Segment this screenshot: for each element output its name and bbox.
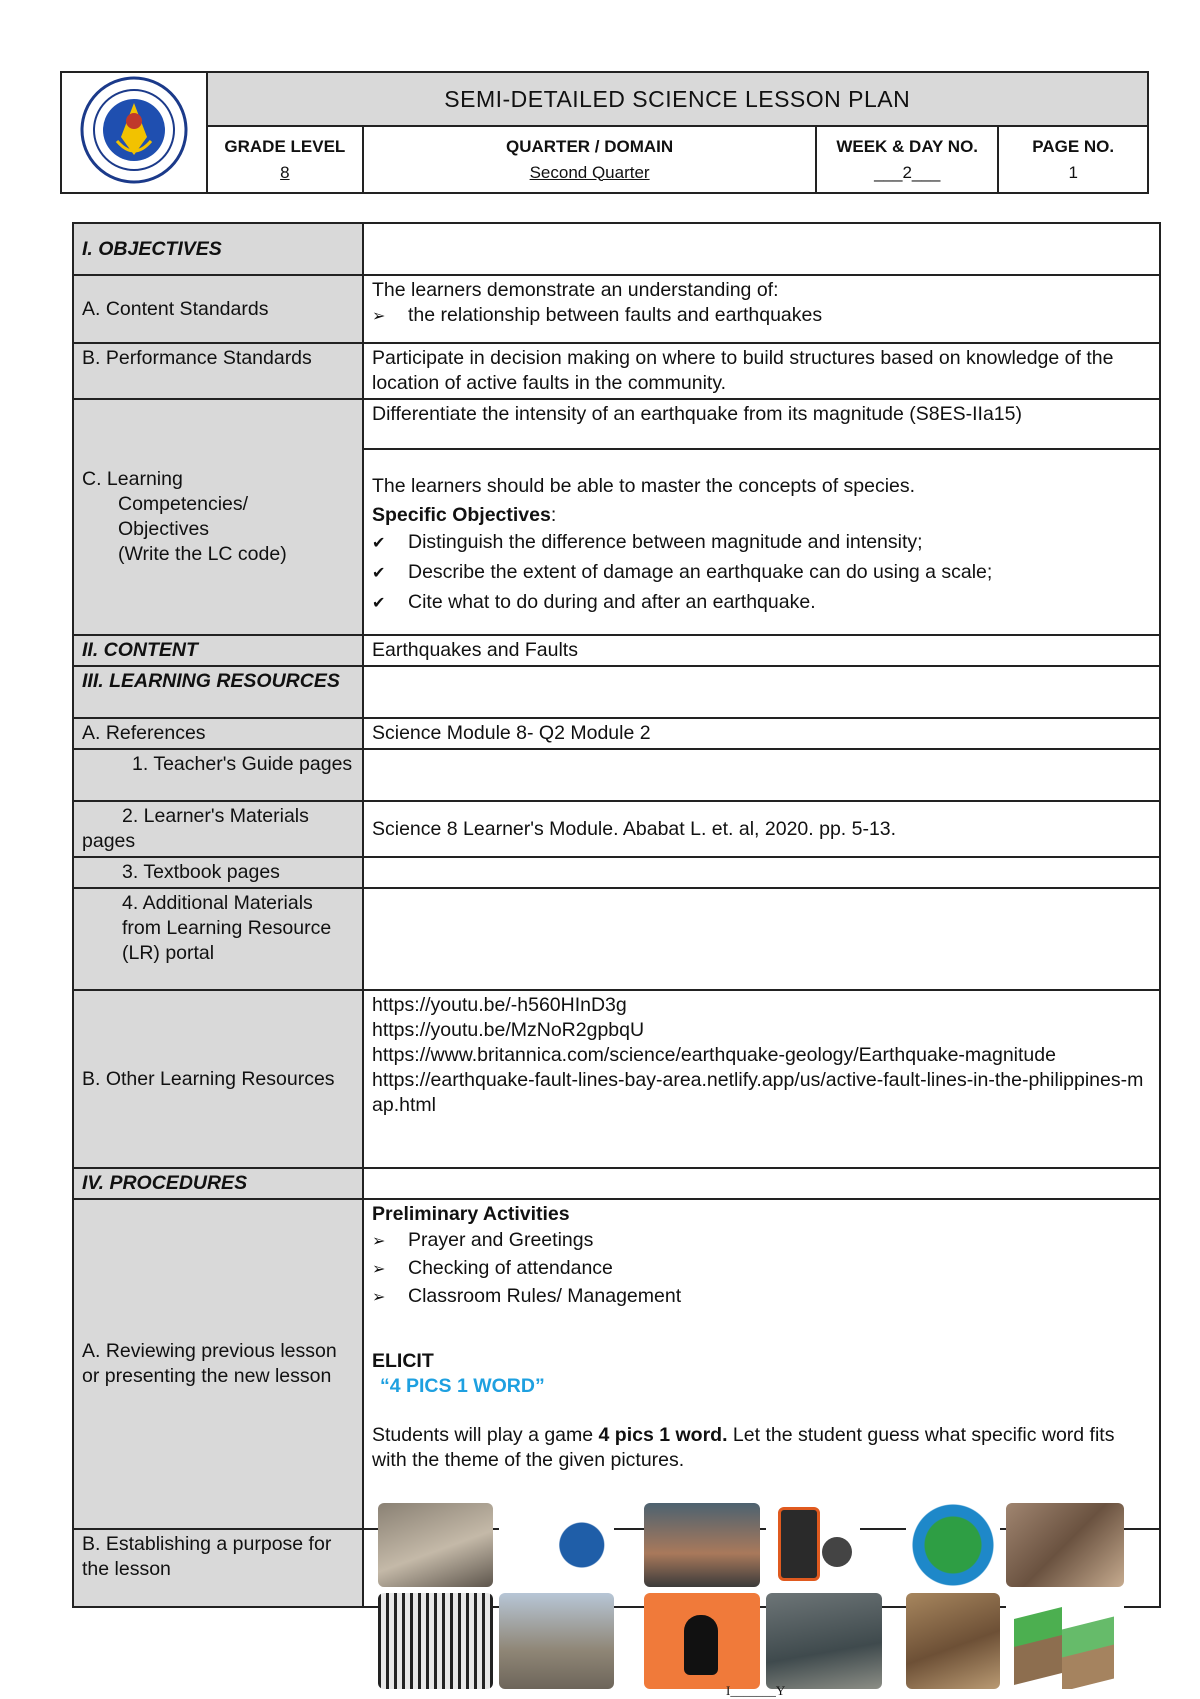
objectives-heading: I. OBJECTIVES bbox=[73, 223, 363, 275]
teachers-guide-blank bbox=[363, 749, 1160, 801]
establishing-purpose-label: B. Establishing a purpose for the lesson bbox=[73, 1529, 363, 1607]
page-no-label: PAGE NO. bbox=[1032, 136, 1115, 156]
content-heading: II. CONTENT bbox=[73, 635, 363, 666]
performance-standards-text: Participate in decision making on where to build structures based on knowledge of the location of active faults in the community. bbox=[363, 343, 1160, 399]
week-day-label: WEEK & DAY NO. bbox=[836, 136, 979, 156]
procedures-heading: IV. PROCEDURES bbox=[73, 1168, 363, 1199]
lesson-plan-table bbox=[72, 222, 1161, 1608]
deped-logo-cell bbox=[61, 72, 207, 193]
content-text: Earthquakes and Faults bbox=[363, 635, 1160, 666]
quarter-label: QUARTER / DOMAIN bbox=[506, 136, 674, 156]
learning-competencies-label bbox=[73, 399, 363, 635]
procedures-blank bbox=[363, 1168, 1160, 1199]
quarter-value: Second Quarter bbox=[529, 162, 650, 182]
seismograph-image bbox=[378, 1593, 493, 1689]
resources-blank bbox=[363, 666, 1160, 718]
cracked-globe-image bbox=[906, 1503, 1000, 1587]
objectives-blank bbox=[363, 223, 1160, 275]
page-no-cell bbox=[998, 126, 1148, 193]
resource-link[interactable]: https://youtu.be/-h560HInD3g bbox=[372, 994, 627, 1016]
lc-label-line-4: (Write the LC code) bbox=[118, 543, 287, 565]
learning-competency-text: Differentiate the intensity of an earthquake from its magnitude (S8ES-IIa15) bbox=[363, 399, 1160, 449]
grade-level-value: 8 bbox=[280, 162, 290, 182]
content-standards-label: A. Content Standards bbox=[73, 275, 363, 343]
fault-block-diagram-image bbox=[1006, 1593, 1124, 1689]
learners-materials-label bbox=[73, 801, 363, 857]
preliminary-item: ➢ Prayer and Greetings bbox=[408, 1227, 1151, 1255]
resources-heading: III. LEARNING RESOURCES bbox=[73, 666, 363, 718]
lc-label-line-1: C. Learning bbox=[82, 468, 183, 490]
specific-objectives-label: Specific Objectives bbox=[372, 504, 551, 526]
specific-objective-item: ✔ Distinguish the difference between magnitude and intensity; bbox=[408, 528, 1151, 558]
performance-standards-label: B. Performance Standards bbox=[73, 343, 363, 399]
elicit-label: ELICIT bbox=[372, 1350, 434, 1372]
resource-link[interactable]: https://earthquake-fault-lines-bay-area.netlify.app/us/active-fault-lines-in-the-philippines-map.html bbox=[372, 1069, 1144, 1116]
document-title: SEMI-DETAILED SCIENCE LESSON PLAN bbox=[207, 72, 1148, 126]
deped-seal-icon bbox=[79, 75, 189, 185]
answer-blank: I_______Y bbox=[726, 1683, 786, 1698]
four-pics-area bbox=[378, 1503, 1138, 1698]
light-meter-image bbox=[766, 1503, 860, 1587]
game-title: “4 PICS 1 WORD” bbox=[380, 1375, 545, 1397]
resource-link[interactable]: https://www.britannica.com/science/earthquake-geology/Earthquake-magnitude bbox=[372, 1044, 1056, 1066]
game-text-1: Students will play a game bbox=[372, 1424, 599, 1446]
preliminary-activities-label: Preliminary Activities bbox=[372, 1203, 570, 1225]
road-crack-image bbox=[1006, 1503, 1124, 1587]
grade-level-label: GRADE LEVEL bbox=[224, 136, 346, 156]
game-text-2: Let the student guess what specific word fits with the theme of the given pictures. bbox=[372, 1424, 1115, 1471]
strongman-image bbox=[644, 1503, 760, 1587]
reviewing-lesson-label: A. Reviewing previous lesson or presenting the new lesson bbox=[73, 1199, 363, 1529]
lc-master-text: The learners should be able to master the concepts of species. bbox=[372, 475, 916, 497]
preliminary-item: ➢ Classroom Rules/ Management bbox=[408, 1283, 1151, 1311]
grade-level-cell bbox=[207, 126, 364, 193]
other-resources-links bbox=[363, 990, 1160, 1168]
globe-seismograph-image bbox=[499, 1503, 614, 1587]
preliminary-item: ➢ Checking of attendance bbox=[408, 1255, 1151, 1283]
content-standards-item: ➢ the relationship between faults and earthquakes bbox=[408, 303, 1151, 329]
teachers-guide-text: 1. Teacher's Guide pages bbox=[132, 753, 353, 775]
damaged-building-image bbox=[499, 1593, 614, 1689]
other-resources-label: B. Other Learning Resources bbox=[73, 990, 363, 1168]
textbook-pages-blank bbox=[363, 857, 1160, 888]
game-description bbox=[372, 1423, 1151, 1473]
week-day-value: ___2___ bbox=[874, 162, 941, 182]
header-table bbox=[60, 71, 1149, 194]
teachers-guide-label bbox=[73, 749, 363, 801]
lc-label-line-2: Competencies/ bbox=[118, 493, 249, 515]
references-label: A. References bbox=[73, 718, 363, 749]
specific-objective-item: ✔ Describe the extent of damage an earthquake can do using a scale; bbox=[408, 558, 1151, 588]
resource-link[interactable]: https://youtu.be/MzNoR2gpbqU bbox=[372, 1019, 645, 1041]
content-standards-cell bbox=[363, 275, 1160, 343]
ground-fissure-image bbox=[906, 1593, 1000, 1689]
page-no-value: 1 bbox=[1068, 162, 1078, 182]
additional-materials-label: 4. Additional Materials from Learning Resource (LR) portal bbox=[73, 888, 363, 990]
content-standards-intro: The learners demonstrate an understanding of: bbox=[372, 279, 779, 301]
quarter-cell bbox=[363, 126, 816, 193]
flood-debris-image bbox=[766, 1593, 882, 1689]
specific-objective-item: ✔ Cite what to do during and after an earthquake. bbox=[408, 588, 1151, 618]
lc-label-line-3: Objectives bbox=[118, 518, 210, 540]
learners-materials-text-cell: Science 8 Learner's Module. Ababat L. et. al, 2020. pp. 5-13. bbox=[363, 801, 1160, 857]
collapsed-building-image bbox=[378, 1503, 493, 1587]
references-text: Science Module 8- Q2 Module 2 bbox=[363, 718, 1160, 749]
textbook-pages-label: 3. Textbook pages bbox=[73, 857, 363, 888]
week-day-cell bbox=[816, 126, 998, 193]
learners-materials-text: 2. Learner's Materials pages bbox=[82, 805, 309, 852]
game-text-bold: 4 pics 1 word. bbox=[598, 1424, 728, 1446]
specific-objectives-cell: The learners should be able to master the concepts of species. Specific Objectives: ✔ Distinguish the difference between magnitude and intensity; ✔ Describe the extent of damage an earthquake can do using a scale; ✔ Cite what to do during and after an earthquake. bbox=[363, 449, 1160, 635]
reviewing-lesson-cell bbox=[363, 1199, 1160, 1529]
additional-materials-blank bbox=[363, 888, 1160, 990]
hand-gesture-image bbox=[644, 1593, 760, 1689]
